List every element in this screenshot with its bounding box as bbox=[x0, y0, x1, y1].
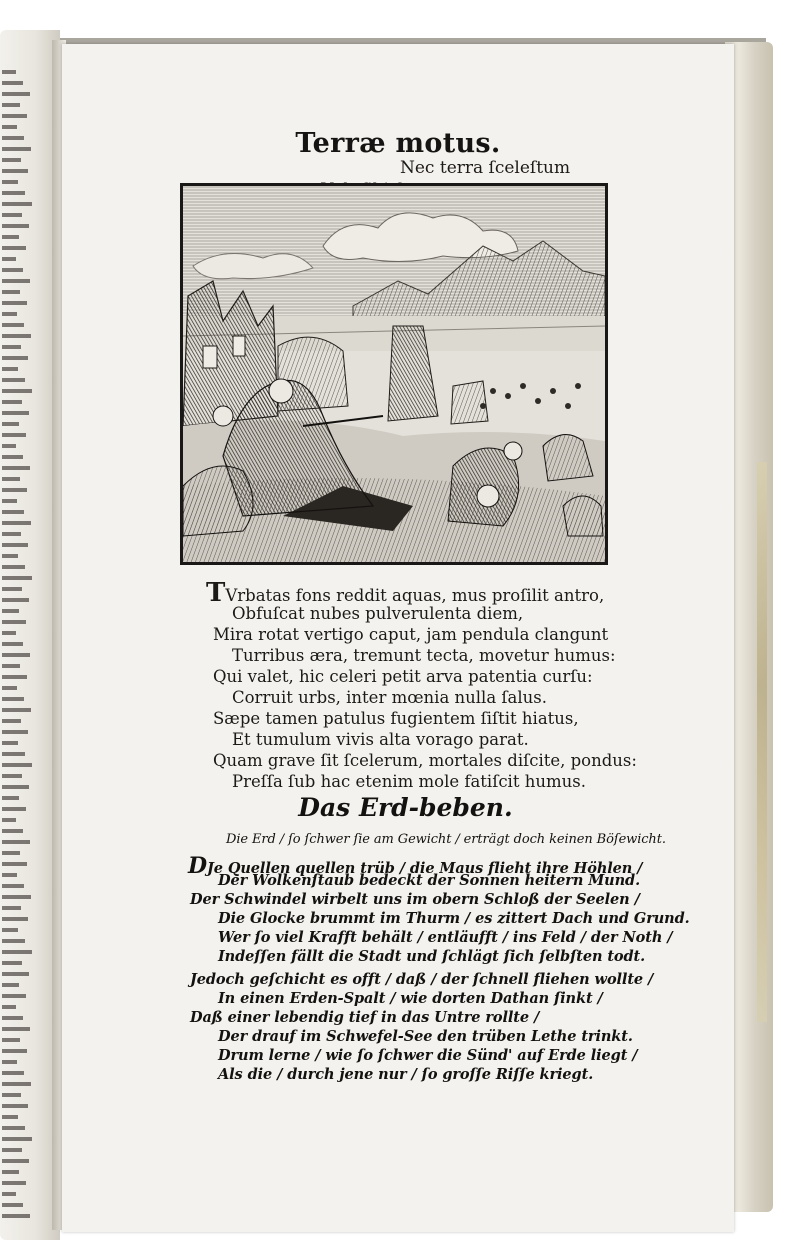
left-page-line bbox=[2, 70, 16, 74]
left-page-line bbox=[2, 653, 30, 657]
left-page-line bbox=[2, 774, 22, 778]
left-page-line bbox=[2, 1170, 19, 1174]
left-page-line bbox=[2, 675, 27, 679]
left-page-line bbox=[2, 1181, 26, 1185]
left-page-line bbox=[2, 433, 26, 437]
left-page-text-lines bbox=[2, 70, 32, 1225]
german-line: Daß einer lebendig tief in das Untre rollte / bbox=[190, 1009, 540, 1026]
german-line: Der drauf im Schwefel-See den trüben Lethe trinkt. bbox=[218, 1028, 633, 1045]
left-page-line bbox=[2, 851, 20, 855]
left-page-line bbox=[2, 488, 27, 492]
left-page-line bbox=[2, 554, 18, 558]
left-page-line bbox=[2, 1137, 32, 1141]
left-page-line bbox=[2, 763, 32, 767]
left-page-line bbox=[2, 1104, 28, 1108]
left-page-line bbox=[2, 620, 26, 624]
left-page-line bbox=[2, 1027, 30, 1031]
left-page-line bbox=[2, 576, 32, 580]
left-page-line bbox=[2, 389, 32, 393]
left-page-line bbox=[2, 1005, 16, 1009]
left-page-line bbox=[2, 895, 31, 899]
left-page-line bbox=[2, 587, 22, 591]
earthquake-engraving bbox=[180, 183, 608, 565]
left-page-line bbox=[2, 785, 29, 789]
left-page-line bbox=[2, 477, 20, 481]
left-page-line bbox=[2, 235, 19, 239]
left-page-line bbox=[2, 510, 24, 514]
left-page-line bbox=[2, 334, 31, 338]
left-page-line bbox=[2, 1038, 20, 1042]
engraving-illustration bbox=[183, 186, 605, 562]
latin-line-text: Vrbatas fons reddit aquas, mus proſilit antro, bbox=[225, 586, 605, 605]
latin-line: Obfuſcat nubes pulverulenta diem, bbox=[232, 604, 524, 623]
left-page-line bbox=[2, 147, 31, 151]
left-page-line bbox=[2, 246, 26, 250]
german-line: Als die / durch jene nur / ſo groſſe Riſſe kriegt. bbox=[218, 1066, 594, 1083]
left-page-line bbox=[2, 213, 22, 217]
german-title: Das Erd-beben. bbox=[298, 793, 513, 822]
left-page-line bbox=[2, 345, 21, 349]
left-page-line bbox=[2, 1214, 30, 1218]
left-page-line bbox=[2, 400, 22, 404]
german-line: Die Glocke brummt im Thurm / es zittert Dach und Grund. bbox=[218, 910, 690, 927]
left-page-line bbox=[2, 1049, 27, 1053]
latin-line: Sæpe tamen patulus fugientem ſiſtit hiatus, bbox=[213, 709, 579, 728]
left-page-line bbox=[2, 180, 18, 184]
left-page-line bbox=[2, 125, 17, 129]
left-page-line bbox=[2, 1159, 29, 1163]
left-page-line bbox=[2, 290, 20, 294]
left-page bbox=[0, 30, 60, 1240]
left-page-line bbox=[2, 422, 19, 426]
left-page-line bbox=[2, 697, 24, 701]
motto-line-1: Nec terra ſceleſtum bbox=[400, 158, 571, 178]
left-page-line bbox=[2, 543, 28, 547]
german-line: Der Schwindel wirbelt uns im obern Schloß der Seelen / bbox=[190, 891, 640, 908]
left-page-line bbox=[2, 1016, 23, 1020]
left-page-line bbox=[2, 862, 27, 866]
german-line-text: Je Quellen quellen trüb / die Maus flieht ihre Höhlen / bbox=[206, 860, 643, 877]
left-page-line bbox=[2, 631, 16, 635]
left-page-line bbox=[2, 202, 32, 206]
left-page-line bbox=[2, 521, 31, 525]
left-page-line bbox=[2, 1192, 16, 1196]
latin-line: Turribus æra, tremunt tecta, movetur humus: bbox=[232, 646, 616, 665]
left-page-line bbox=[2, 312, 17, 316]
left-page-line bbox=[2, 1148, 22, 1152]
left-page-line bbox=[2, 103, 20, 107]
left-page-line bbox=[2, 257, 16, 261]
latin-line: Preſſa ſub hac etenim mole fatiſcit humus. bbox=[232, 772, 586, 791]
left-page-line bbox=[2, 1082, 31, 1086]
left-page-line bbox=[2, 136, 24, 140]
latin-dropcap: T bbox=[206, 578, 226, 608]
german-line: In einen Erden-Spalt / wie dorten Dathan ſinkt / bbox=[218, 990, 603, 1007]
left-page-line bbox=[2, 268, 23, 272]
left-page-line bbox=[2, 983, 19, 987]
german-line: Der Wolkenſtaub bedeckt der Sonnen heitern Mund. bbox=[218, 872, 641, 889]
left-page-line bbox=[2, 719, 21, 723]
latin-line: Corruit urbs, inter mœnia nulla ſalus. bbox=[232, 688, 547, 707]
left-page-line bbox=[2, 411, 29, 415]
german-dropcap: D bbox=[188, 853, 207, 879]
left-page-line bbox=[2, 1093, 21, 1097]
latin-line: Quam grave ſit ſcelerum, mortales diſcite, pondus: bbox=[213, 751, 637, 770]
left-page-line bbox=[2, 642, 23, 646]
left-page-line bbox=[2, 81, 23, 85]
left-page-line bbox=[2, 444, 16, 448]
left-page-line bbox=[2, 367, 18, 371]
left-page-line bbox=[2, 972, 29, 976]
latin-line: Mira rotat vertigo caput, jam pendula clangunt bbox=[213, 625, 609, 644]
left-page-line bbox=[2, 686, 17, 690]
left-page-line bbox=[2, 323, 24, 327]
left-page-line bbox=[2, 1060, 17, 1064]
left-page-line bbox=[2, 917, 28, 921]
left-page-line bbox=[2, 664, 20, 668]
left-page-line bbox=[2, 378, 25, 382]
left-page-line bbox=[2, 92, 30, 96]
left-page-line bbox=[2, 950, 32, 954]
left-page-line bbox=[2, 114, 27, 118]
left-page-line bbox=[2, 598, 29, 602]
left-page-line bbox=[2, 191, 25, 195]
left-page-line bbox=[2, 565, 25, 569]
left-page-line bbox=[2, 1126, 25, 1130]
left-page-line bbox=[2, 1203, 23, 1207]
latin-line: Qui valet, hic celeri petit arva patentia curſu: bbox=[213, 667, 593, 686]
left-page-line bbox=[2, 224, 29, 228]
left-page-line bbox=[2, 741, 18, 745]
left-page-line bbox=[2, 356, 28, 360]
german-line: Drum lerne / wie ſo ſchwer die Sünd' auf Erde liegt / bbox=[218, 1047, 638, 1064]
german-line: Indeſſen fällt die Stadt und ſchlägt ſich ſelbſten todt. bbox=[218, 948, 646, 965]
page-title: Terræ motus. bbox=[295, 128, 501, 159]
left-page-line bbox=[2, 1071, 24, 1075]
left-page-line bbox=[2, 499, 17, 503]
left-page-line bbox=[2, 840, 30, 844]
latin-line: Et tumulum vivis alta vorago parat. bbox=[232, 730, 529, 749]
left-page-line bbox=[2, 829, 23, 833]
latin-line bbox=[206, 578, 605, 608]
left-page-line bbox=[2, 455, 23, 459]
left-page-line bbox=[2, 1115, 18, 1119]
left-page-line bbox=[2, 279, 30, 283]
german-intro: Die Erd / ſo ſchwer ſie am Gewicht / erträgt doch keinen Böſewicht. bbox=[226, 832, 666, 847]
left-page-line bbox=[2, 730, 28, 734]
left-page-line bbox=[2, 752, 25, 756]
left-page-line bbox=[2, 906, 21, 910]
left-page-line bbox=[2, 532, 21, 536]
left-page-line bbox=[2, 939, 25, 943]
left-page-line bbox=[2, 873, 17, 877]
left-page-line bbox=[2, 169, 28, 173]
left-page-line bbox=[2, 708, 31, 712]
left-page-line bbox=[2, 994, 26, 998]
left-page-line bbox=[2, 301, 27, 305]
german-line: Jedoch geſchicht es offt / daß / der ſchnell fliehen wollte / bbox=[190, 971, 654, 988]
left-page-line bbox=[2, 466, 30, 470]
left-page-line bbox=[2, 609, 19, 613]
left-page-line bbox=[2, 961, 22, 965]
german-line: Wer ſo viel Krafft behält / entläufft / ins Feld / der Noth / bbox=[218, 929, 673, 946]
left-page-line bbox=[2, 158, 21, 162]
left-page-line bbox=[2, 884, 24, 888]
left-page-line bbox=[2, 928, 18, 932]
